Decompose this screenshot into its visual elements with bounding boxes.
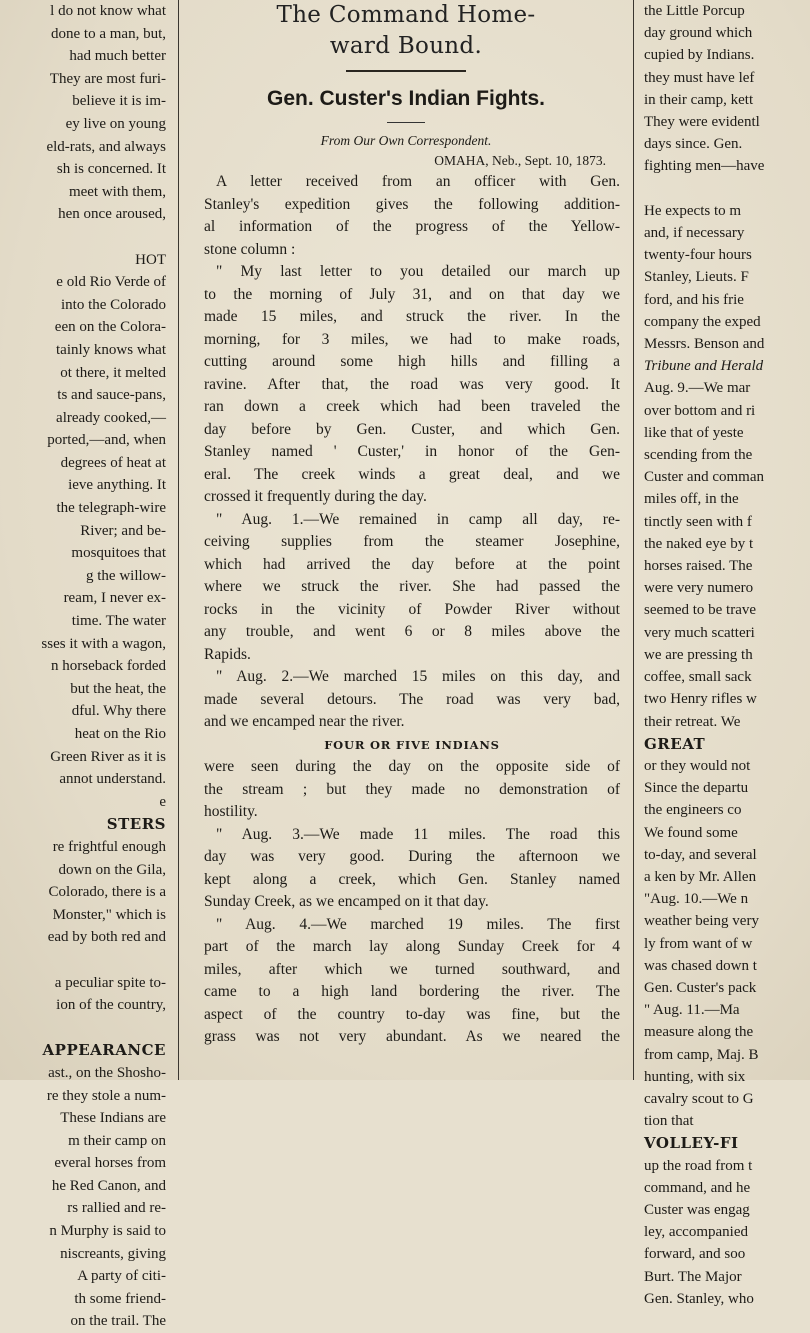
article-line: ceiving supplies from the steamer Josephine,: [204, 533, 620, 550]
article-line: day was very good. During the afternoon we: [204, 848, 620, 865]
right-column-line: horses raised. The: [644, 558, 753, 575]
article-line: the stream ; but they made no demonstration of: [204, 780, 620, 798]
article-line: any trouble, and went 6 or 8 miles above the: [204, 623, 620, 640]
article-line: crossed it frequently during the day.: [204, 488, 427, 505]
left-column-line: ey live on young: [65, 115, 166, 132]
right-column: [641, 0, 810, 1307]
byline: From Our Own Correspondent.: [320, 133, 492, 148]
right-column-line: weather being very: [644, 913, 759, 930]
left-column-line: eld-rats, and always: [46, 138, 166, 155]
right-column-line: We found some: [644, 824, 738, 841]
article-line: grass was not very abundant. As we neared the: [204, 1028, 620, 1045]
article-line: kept along a creek, which Gen. Stanley named: [204, 870, 620, 888]
left-column-line: They are most furi-: [49, 70, 166, 87]
right-column-line: a ken by Mr. Allen: [644, 868, 757, 885]
left-column-line: These Indians are: [60, 1110, 166, 1127]
left-column-line: Colorado, there is a: [48, 884, 166, 901]
right-column-line: days since. Gen.: [644, 136, 743, 153]
left-column-line: [0, 1017, 172, 1040]
left-column-line: STERS: [106, 815, 166, 834]
right-column-line: Gen. Custer's pack: [644, 979, 757, 996]
article-line: to the morning of July 31, and on that day we: [204, 285, 620, 303]
left-column-line: River; and be-: [80, 522, 166, 539]
right-column-line: like that of yeste: [644, 424, 744, 441]
left-column-line: sh is concerned. It: [56, 161, 166, 178]
right-column-line: miles off, in the: [644, 491, 739, 508]
article-line: and we encamped near the river.: [204, 713, 405, 730]
right-column-line: Stanley, Lieuts. F: [644, 269, 749, 286]
left-column-line: g the willow-: [86, 567, 166, 584]
right-column-line: command, and he: [644, 1179, 751, 1196]
right-column-line: They were evidentl: [644, 114, 760, 131]
right-column-line: and, if necessary: [644, 225, 745, 242]
right-column-line: Tribune and Herald: [644, 358, 764, 375]
left-column-line: annot understand.: [59, 771, 166, 788]
right-column-line: up the road from t: [644, 1157, 753, 1174]
left-column-line: ts and sauce-pans,: [57, 387, 166, 404]
left-column-line: had much better: [69, 48, 166, 65]
article-line: morning, for 3 miles, we had to make roads,: [204, 330, 620, 348]
headline-rule: [346, 70, 466, 72]
article-subhead: Gen. Custer's Indian Fights.: [266, 87, 546, 110]
right-column-line: day ground which: [644, 25, 753, 42]
article-line: rocks in the vicinity of Powder River without: [204, 600, 620, 618]
right-column-line: they must have lef: [644, 69, 755, 86]
article-line: ran down a creek which had been traveled the: [204, 398, 620, 415]
dateline: OMAHA, Neb., Sept. 10, 1873.: [434, 153, 606, 168]
left-column-line: th some friend-: [74, 1290, 166, 1307]
center-column: [186, 0, 626, 1080]
left-column-line: believe it is im-: [72, 93, 166, 110]
left-column-line: ast., on the Shosho-: [48, 1064, 166, 1081]
right-column-line: cupied by Indians.: [644, 47, 755, 64]
left-column-line: tainly knows what: [56, 341, 166, 358]
left-column: [0, 0, 172, 1330]
left-column-line: re they stole a num-: [46, 1087, 166, 1104]
left-column-line: ead by both red and: [47, 929, 166, 946]
article-line: part of the march lay along Sunday Creek for 4: [204, 938, 620, 955]
article-line: came to a high land bordering the river. The: [204, 983, 620, 1000]
right-column-line: measure along the: [644, 1024, 754, 1041]
article-line: " My last letter to you detailed our march up: [216, 263, 620, 280]
column-rule-left: [178, 0, 179, 1080]
right-column-line: two Henry rifles w: [644, 691, 757, 708]
article-line: FOUR OR FIVE INDIANS: [324, 737, 500, 752]
article-line: ravine. After that, the road was very good. It: [204, 375, 620, 393]
right-column-line: their retreat. We: [644, 713, 741, 730]
article-line: " Aug. 1.—We remained in camp all day, re-: [216, 510, 620, 528]
left-column-line: ot there, it melted: [60, 364, 166, 381]
right-column-line: He expects to m: [644, 202, 742, 219]
right-column-line: were very numero: [644, 580, 754, 597]
article-line: stone column :: [204, 240, 296, 258]
left-column-line: ion of the country,: [56, 997, 166, 1014]
right-column-line: Aug. 9.—We mar: [644, 380, 751, 397]
right-column-line: forward, and soo: [644, 1246, 746, 1263]
right-column-line: Gen. Stanley, who: [644, 1290, 754, 1307]
article-line: aspect of the country to-day was fine, but the: [204, 1005, 620, 1023]
left-column-line: a peculiar spite to-: [54, 974, 166, 991]
article-line: made several detours. The road was very bad,: [204, 690, 620, 708]
left-column-line: heat on the Rio: [74, 726, 166, 742]
right-column-line: [641, 178, 810, 200]
article-header: [186, 0, 626, 171]
right-column-line: over bottom and ri: [644, 402, 756, 419]
left-column-line: A party of citi-: [77, 1268, 166, 1285]
article-line: Rapids.: [204, 645, 251, 663]
article-line: made 15 miles, and struck the river. In the: [204, 308, 620, 325]
right-column-line: the naked eye by t: [644, 535, 754, 552]
article-line: " Aug. 2.—We marched 15 miles on this day, and: [216, 668, 620, 685]
left-column-line: meet with them,: [68, 183, 166, 200]
right-column-line: the Little Porcup: [644, 3, 745, 19]
left-column-line: Monster," which is: [52, 906, 166, 923]
right-column-line: fighting men—have: [644, 158, 765, 175]
article-line: Sunday Creek, as we encamped on it that day.: [204, 893, 489, 910]
right-column-line: Messrs. Benson and: [644, 336, 765, 353]
article-line: miles, after which we turned southward, and: [204, 960, 620, 978]
left-column-line: the telegraph-wire: [56, 500, 166, 517]
left-column-line: already cooked,—: [56, 409, 166, 426]
right-column-line: hunting, with six: [644, 1068, 746, 1085]
left-column-line: ported,—and, when: [47, 432, 166, 449]
right-column-line: or they would not: [644, 757, 751, 774]
right-column-line: coffee, small sack: [644, 669, 752, 686]
right-column-line: company the exped: [644, 313, 761, 330]
left-column-line: down on the Gila,: [58, 861, 166, 878]
right-column-line: we are pressing th: [644, 646, 753, 663]
left-column-line: time. The water: [71, 613, 166, 630]
left-column-line: niscreants, giving: [60, 1245, 166, 1262]
right-column-line: twenty-four hours: [644, 247, 752, 264]
right-column-line: Custer was engag: [644, 1201, 750, 1218]
left-column-line: n horseback forded: [51, 658, 166, 675]
subhead-rule: [387, 122, 425, 123]
right-column-line: tion that: [644, 1113, 694, 1130]
headline-line-2: ward Bound.: [329, 33, 483, 59]
right-column-line: very much scatteri: [644, 624, 755, 641]
left-column-line: ream, I never ex-: [63, 590, 166, 607]
article-body: [186, 171, 626, 1049]
right-column-line: Burt. The Major: [644, 1268, 742, 1285]
left-column-line: sses it with a wagon,: [41, 635, 166, 652]
right-column-line: ford, and his frie: [644, 291, 744, 308]
left-column-line: [0, 949, 172, 972]
article-line: which had arrived the day before at the point: [204, 555, 620, 573]
right-column-line: scending from the: [644, 447, 753, 464]
left-column-line: [0, 226, 172, 249]
left-column-line: e old Rio Verde of: [56, 274, 166, 291]
article-line: day before by Gen. Custer, and which Gen.: [204, 420, 620, 438]
left-column-line: hen once aroused,: [58, 206, 166, 223]
left-column-line: m their camp on: [68, 1132, 166, 1149]
left-column-line: on the trail. The: [70, 1313, 166, 1330]
article-line: al information of the progress of the Yellow-: [204, 218, 620, 235]
left-column-line: HOT: [135, 251, 166, 268]
left-column-line: e: [159, 793, 166, 810]
right-column-line: " Aug. 11.—Ma: [644, 1002, 740, 1019]
right-column-line: Custer and comman: [644, 469, 764, 486]
column-rule-right: [633, 0, 634, 1080]
article-line: hostility.: [204, 803, 258, 820]
article-line: were seen during the day on the opposite side of: [204, 758, 620, 775]
right-column-line: seemed to be trave: [644, 602, 757, 619]
right-column-line: in their camp, kett: [644, 91, 754, 108]
right-column-line: "Aug. 10.—We n: [644, 891, 749, 908]
right-column-line: Since the departu: [644, 780, 749, 797]
right-column-line: ley, accompanied: [644, 1224, 748, 1241]
left-column-line: ieve anything. It: [68, 477, 166, 494]
article-line: " Aug. 3.—We made 11 miles. The road this: [216, 825, 620, 843]
right-column-line: tinctly seen with f: [644, 513, 752, 530]
left-column-line: l do not know what: [50, 3, 166, 19]
article-line: " Aug. 4.—We marched 19 miles. The first: [216, 915, 620, 933]
headline-line-1: The Command Home-: [276, 2, 536, 28]
left-column-line: re frightful enough: [52, 838, 166, 855]
left-column-line: everal horses from: [54, 1155, 166, 1172]
right-column-line: from camp, Maj. B: [644, 1046, 759, 1063]
left-column-line: rs rallied and re-: [67, 1200, 166, 1217]
left-column-line: into the Colorado: [61, 296, 166, 313]
left-column-line: done to a man, but,: [51, 25, 166, 42]
article-line: A letter received from an officer with Gen.: [216, 173, 620, 190]
article-line: cutting around some high hills and filling a: [204, 353, 620, 370]
article-line: eral. The creek winds a great deal, and we: [204, 465, 620, 483]
left-column-line: Green River as it is: [50, 748, 166, 765]
left-column-line: he Red Canon, and: [51, 1177, 166, 1194]
article-line: Stanley's expedition gives the following addition-: [204, 195, 620, 213]
right-column-line: the engineers co: [644, 802, 742, 819]
left-column-line: een on the Colora-: [54, 319, 166, 336]
left-column-line: n Murphy is said to: [49, 1223, 166, 1240]
left-column-line: APPEARANCE: [42, 1041, 166, 1060]
right-column-line: cavalry scout to G: [644, 1090, 754, 1107]
left-column-line: but the heat, the: [70, 680, 166, 697]
article-line: where we struck the river. She had passed the: [204, 578, 620, 595]
left-column-line: mosquitoes that: [71, 545, 166, 562]
article-line: Stanley named ' Custer,' in honor of the Gen-: [204, 443, 620, 460]
right-column-line: ly from want of w: [644, 935, 753, 952]
left-column-line: degrees of heat at: [60, 454, 166, 471]
right-column-line: was chased down t: [644, 957, 757, 974]
left-column-line: dful. Why there: [71, 703, 166, 720]
right-column-line: VOLLEY-FI: [644, 1134, 739, 1153]
right-column-line: GREAT: [644, 734, 706, 753]
right-column-line: to-day, and several: [644, 846, 757, 863]
